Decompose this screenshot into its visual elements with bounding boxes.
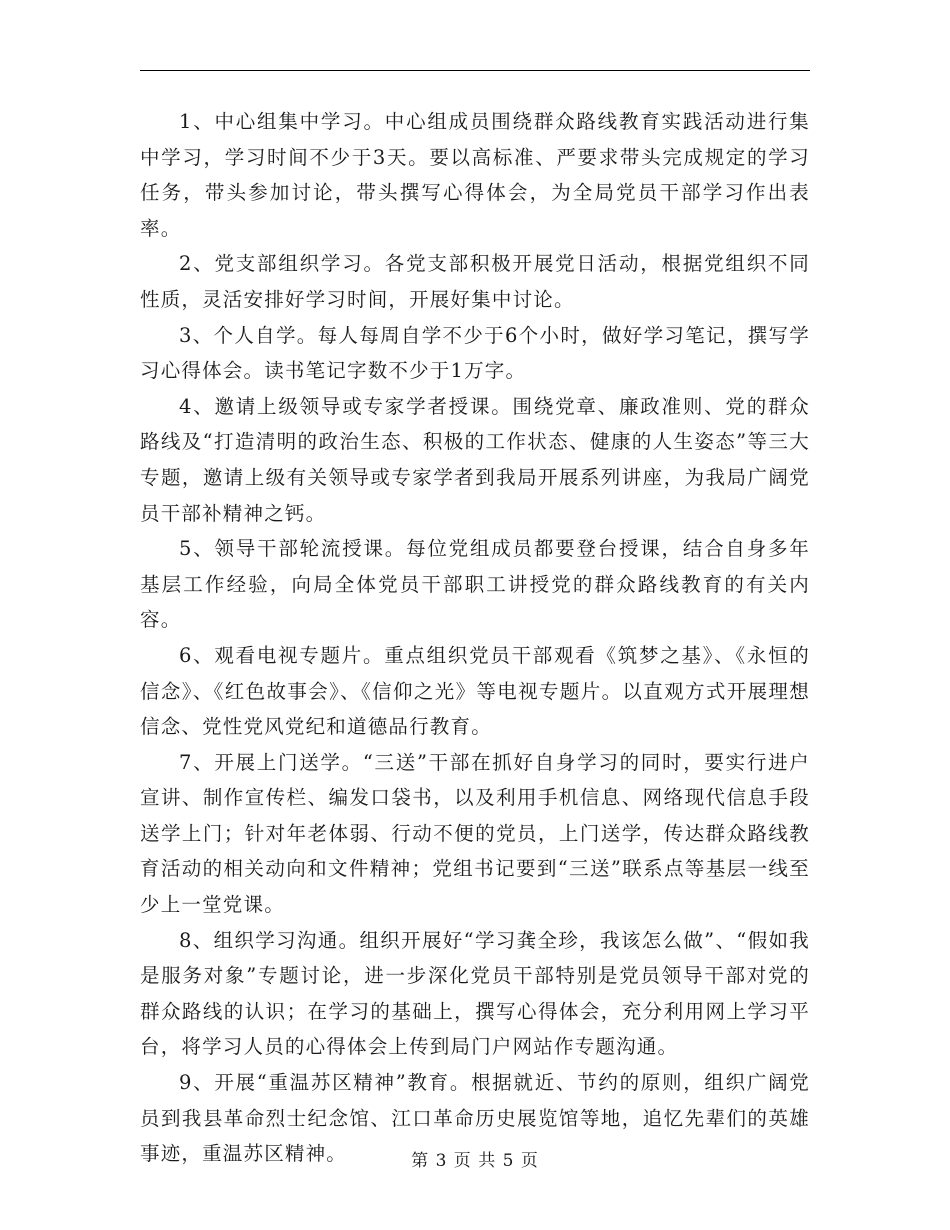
paragraph-8: 8、组织学习沟通。组织开展好“学习龚全珍，我该怎么做”、“假如我是服务对象”专题讨论，进一步深化党员干部特别是党员领导干部对党的群众路线的认识；在学习的基础上，撰写心得体会，充分利用网上学习平台，将学习人员的心得体会上传到局门户网站作专题沟通。 xyxy=(140,928,810,1059)
header-rule xyxy=(140,70,810,71)
paragraph-6: 6、观看电视专题片。重点组织党员干部观看《筑梦之基》、《永恒的信念》、《红色故事会》、《信仰之光》等电视专题片。以直观方式开展理想信念、党性党风党纪和道德品行教育。 xyxy=(140,643,810,739)
document-body xyxy=(140,104,810,1172)
paragraph-5: 5、领导干部轮流授课。每位党组成员都要登台授课，结合自身多年基层工作经验，向局全体党员干部职工讲授党的群众路线教育的有关内容。 xyxy=(140,537,810,632)
paragraph-9: 9、开展“重温苏区精神”教育。根据就近、节约的原则，组织广阔党员到我县革命烈士纪念馆、江口革命历史展览馆等地，追忆先辈们的英雄事迹，重温苏区精神。 xyxy=(140,1071,810,1166)
paragraph-7: 7、开展上门送学。“三送”干部在抓好自身学习的同时，要实行进户宣讲、制作宣传栏、编发口袋书，以及利用手机信息、网络现代信息手段送学上门；针对年老体弱、行动不便的党员，上门送学，传达群众路线教育活动的相关动向和文件精神；党组书记要到“三送”联系点等基层一线至少上一堂党课。 xyxy=(140,750,810,917)
paragraph-1: 1、中心组集中学习。中心组成员围绕群众路线教育实践活动进行集中学习，学习时间不少于3天。要以高标准、严要求带头完成规定的学习任务，带头参加讨论，带头撰写心得体会，为全局党员干部学习作出表率。 xyxy=(140,110,810,240)
paragraph-4: 4、邀请上级领导或专家学者授课。围绕党章、廉政准则、党的群众路线及“打造清明的政治生态、积极的工作状态、健康的人生姿态”等三大专题，邀请上级有关领导或专家学者到我局开展系列讲座，为我局广阔党员干部补精神之钙。 xyxy=(140,394,810,525)
paragraph-3: 3、个人自学。每人每周自学不少于6个小时，做好学习笔记，撰写学习心得体会。读书笔记字数不少于1万字。 xyxy=(140,323,810,383)
page-number-footer: 第 3 页 共 5 页 xyxy=(411,1151,539,1171)
paragraph-2: 2、党支部组织学习。各党支部积极开展党日活动，根据党组织不同性质，灵活安排好学习时间，开展好集中讨论。 xyxy=(140,252,810,311)
